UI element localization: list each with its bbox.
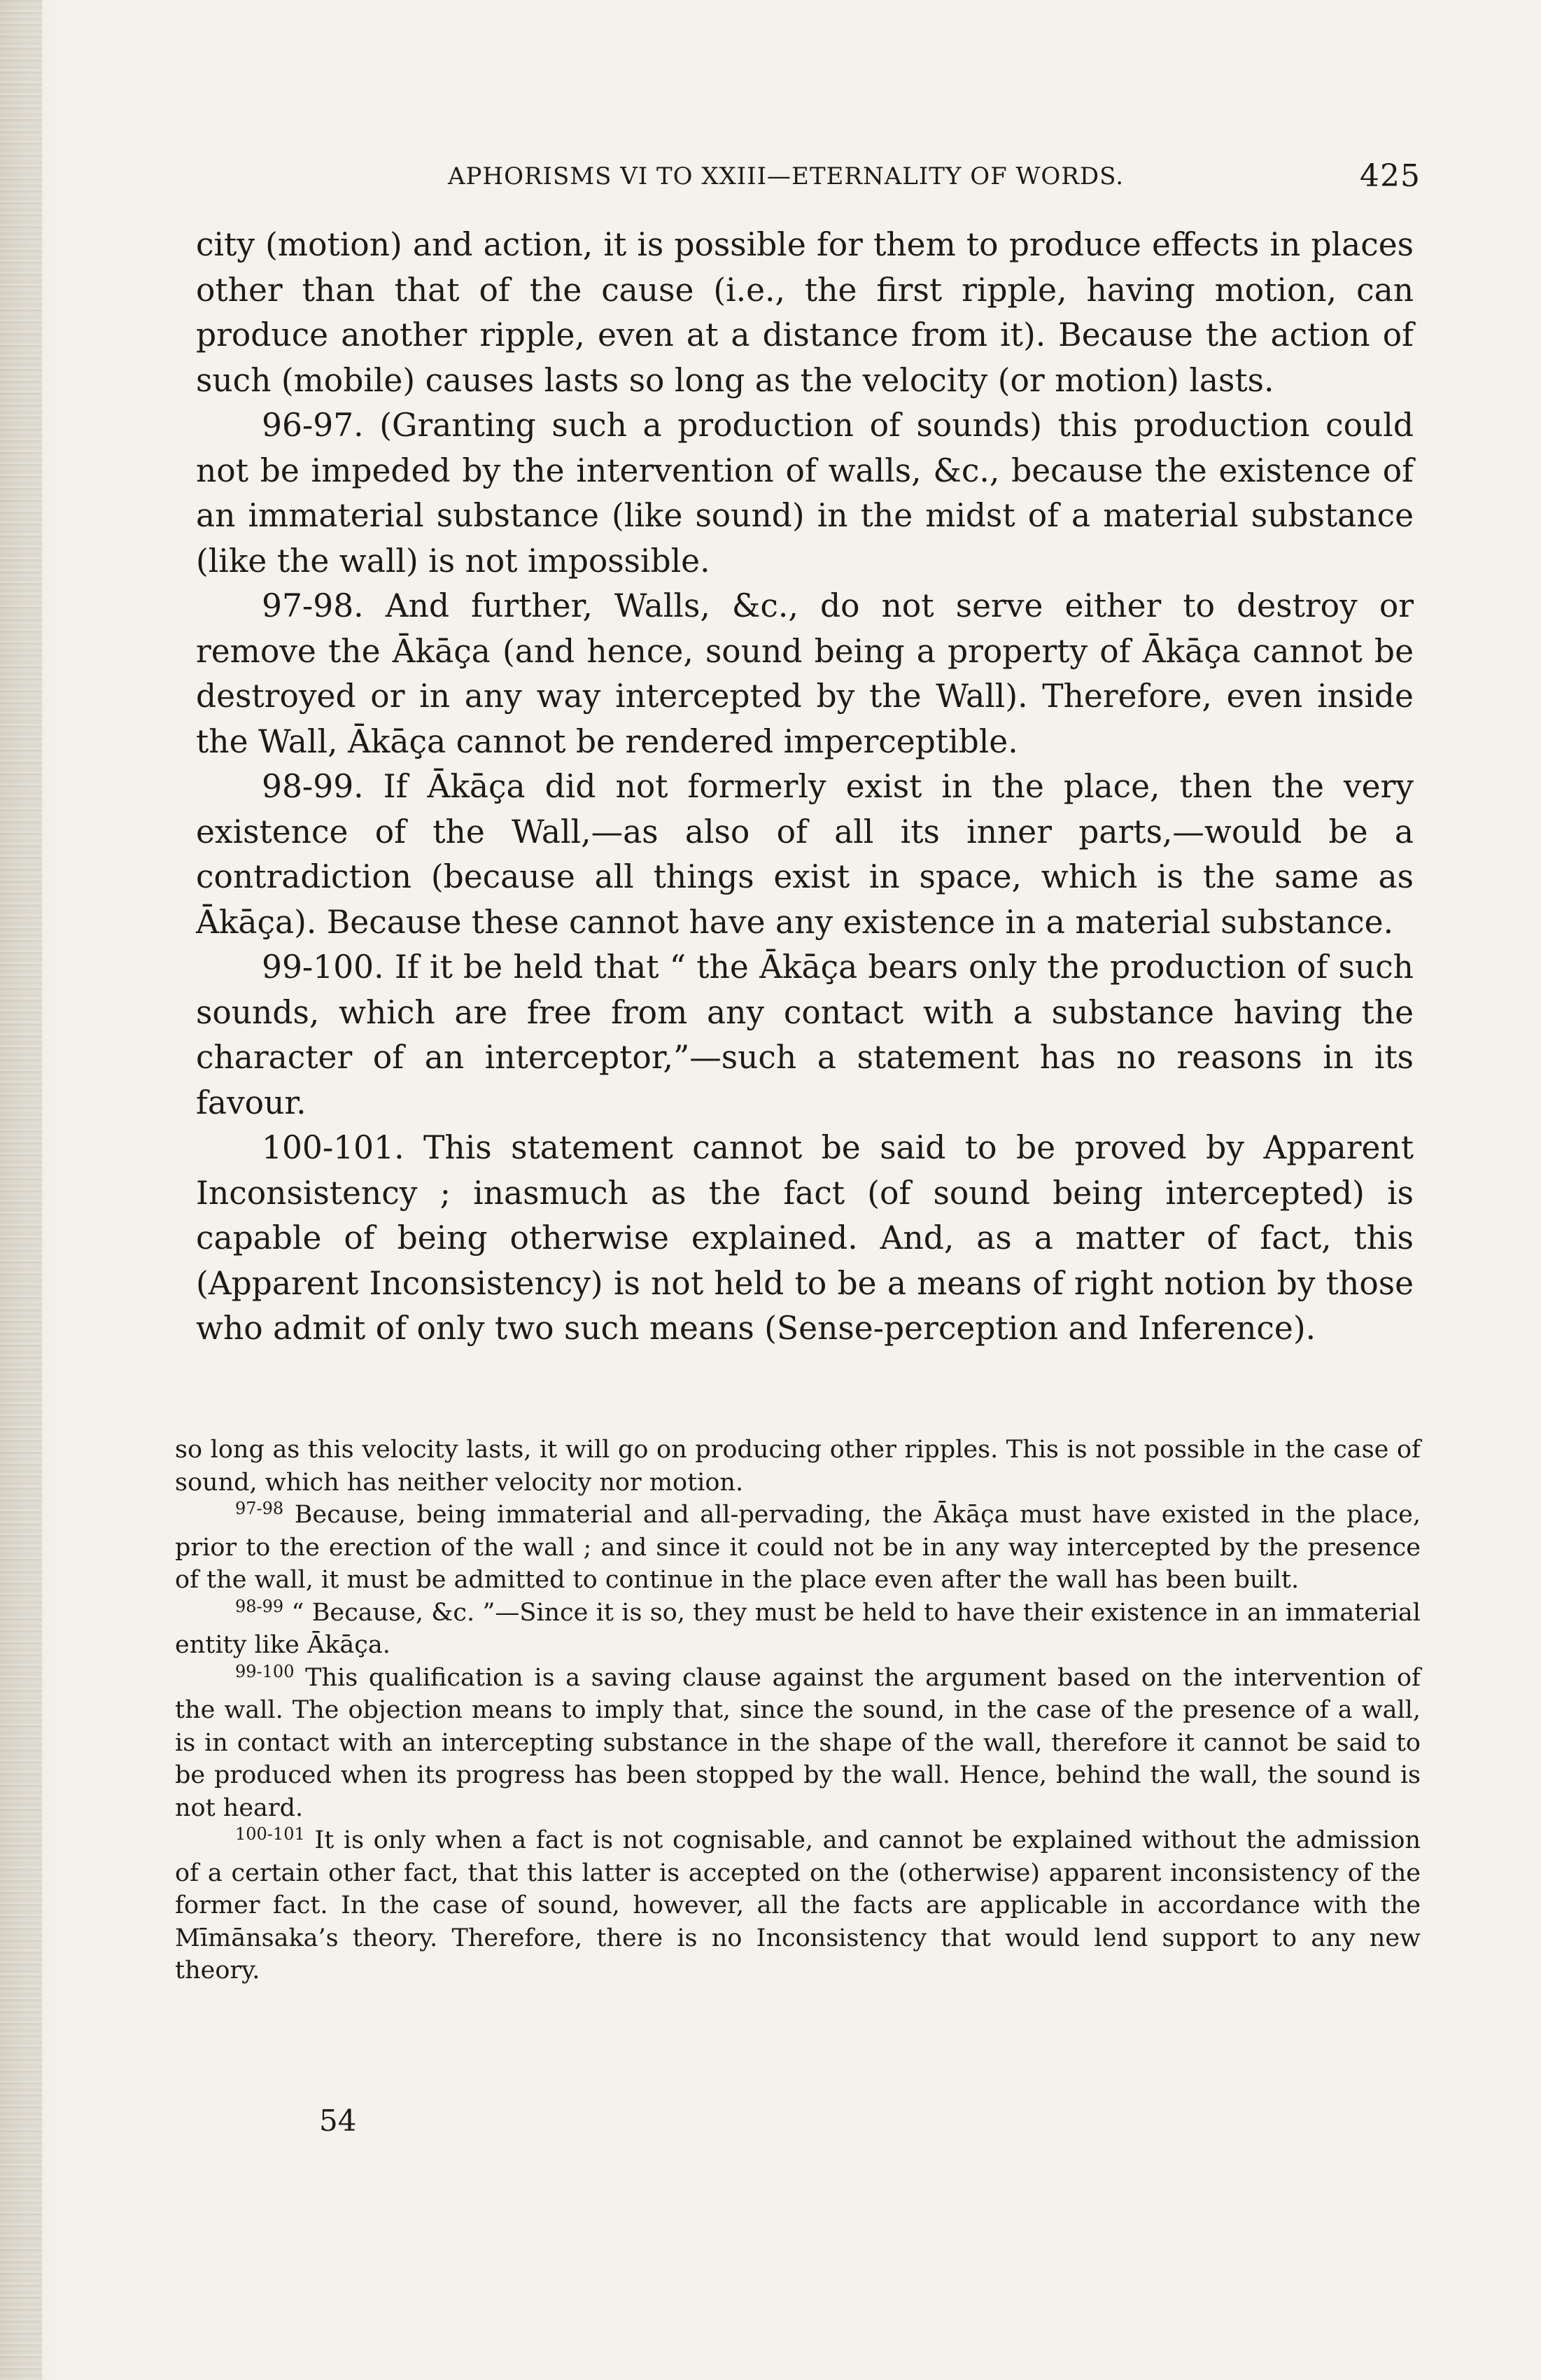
footnote-text: It is only when a fact is not cognisable, and cannot be explained without the admission of a certain other fact, that this latter is accepted on the (otherwise) apparent inconsistency of the former fact. In the case of sound, however, all the facts are applicable in accordance with the Mīmānsaka’s theory. Therefore, there is no Inconsistency that would lend support to any new theory.: [175, 1826, 1421, 1984]
page-binding-edge: [0, 0, 42, 2380]
footnote-ref: 98-99: [235, 1596, 284, 1616]
footnote-text: Because, being immaterial and all-pervading, the Ākāça must have existed in the place, prior to the erection of the wall ; and since it could not be in any way intercepted by the presence of the wall, it must be admitted to continue in the place even after the wall has been built.: [175, 1501, 1421, 1594]
footnote: [175, 1662, 1421, 1825]
footnote: [175, 1434, 1421, 1499]
paragraph: city (motion) and action, it is possible for them to produce effects in places other than that of the cause (i.e., the first ripple, having motion, can produce another ripple, even at a distance from it). Because the action of such (mobile) causes lasts so long as the velocity (or motion) lasts.: [196, 226, 1414, 399]
paragraph: 100-101. This statement cannot be said to be proved by Apparent Inconsistency ; inasmuch as the fact (of sound being intercepted) is capable of being otherwise explained. And, as a matter of fact, this (Apparent Inconsistency) is not held to be a means of right notion by those who admit of only two such means (Sense-perception and Inference).: [196, 1129, 1414, 1347]
footnote: [175, 1597, 1421, 1662]
footnote-text: This qualification is a saving clause against the argument based on the intervention of the wall. The objection means to imply that, since the sound, in the case of the presence of a wall, is in contact with an intercepting substance in the shape of the wall, therefore it cannot be said to be produced when its progress has been stopped by the wall. Hence, behind the wall, the sound is not heard.: [175, 1663, 1421, 1822]
footnote: [175, 1499, 1421, 1597]
footnote-ref: 100-101: [235, 1824, 305, 1844]
footnote-text: so long as this velocity lasts, it will go on producing other ripples. This is not possible in the case of sound, which has neither velocity nor motion.: [175, 1436, 1421, 1497]
footnote-ref: 99-100: [235, 1661, 295, 1681]
running-title: APHORISMS VI TO XXIII—ETERNALITY OF WORDS.: [448, 162, 1125, 190]
footnote-text: “ Because, &c. ”—Since it is so, they must be held to have their existence in an immaterial entity like Ākāça.: [175, 1598, 1421, 1659]
footnote: [175, 1824, 1421, 1987]
paragraph: 96-97. (Granting such a production of sounds) this production could not be impeded by the intervention of walls, &c., because the existence of an immaterial substance (like sound) in the midst of a material substance (like the wall) is not impossible.: [196, 407, 1414, 580]
main-text: [196, 223, 1414, 1352]
paragraph: 99-100. If it be held that “ the Ākāça bears only the production of such sounds, which are free from any contact with a substance having the character of an interceptor,”—such a statement has no reasons in its favour.: [196, 948, 1414, 1121]
footnotes: [175, 1434, 1421, 1987]
footnote-ref: 97-98: [235, 1499, 284, 1518]
page-number: 425: [1360, 158, 1421, 194]
paragraph: 97-98. And further, Walls, &c., do not serve either to destroy or remove the Ākāça (and hence, sound being a property of Ākāça cannot be destroyed or in any way intercepted by the Wall). Therefore, even inside the Wall, Ākāça cannot be rendered imperceptible.: [196, 587, 1414, 760]
paragraph: 98-99. If Ākāça did not formerly exist in the place, then the very existence of the Wall,—as also of all its inner parts,—would be a contradiction (because all things exist in space, which is the same as Ākāça). Because these cannot have any existence in a material substance.: [196, 768, 1414, 941]
signature-mark: 54: [319, 2104, 357, 2138]
